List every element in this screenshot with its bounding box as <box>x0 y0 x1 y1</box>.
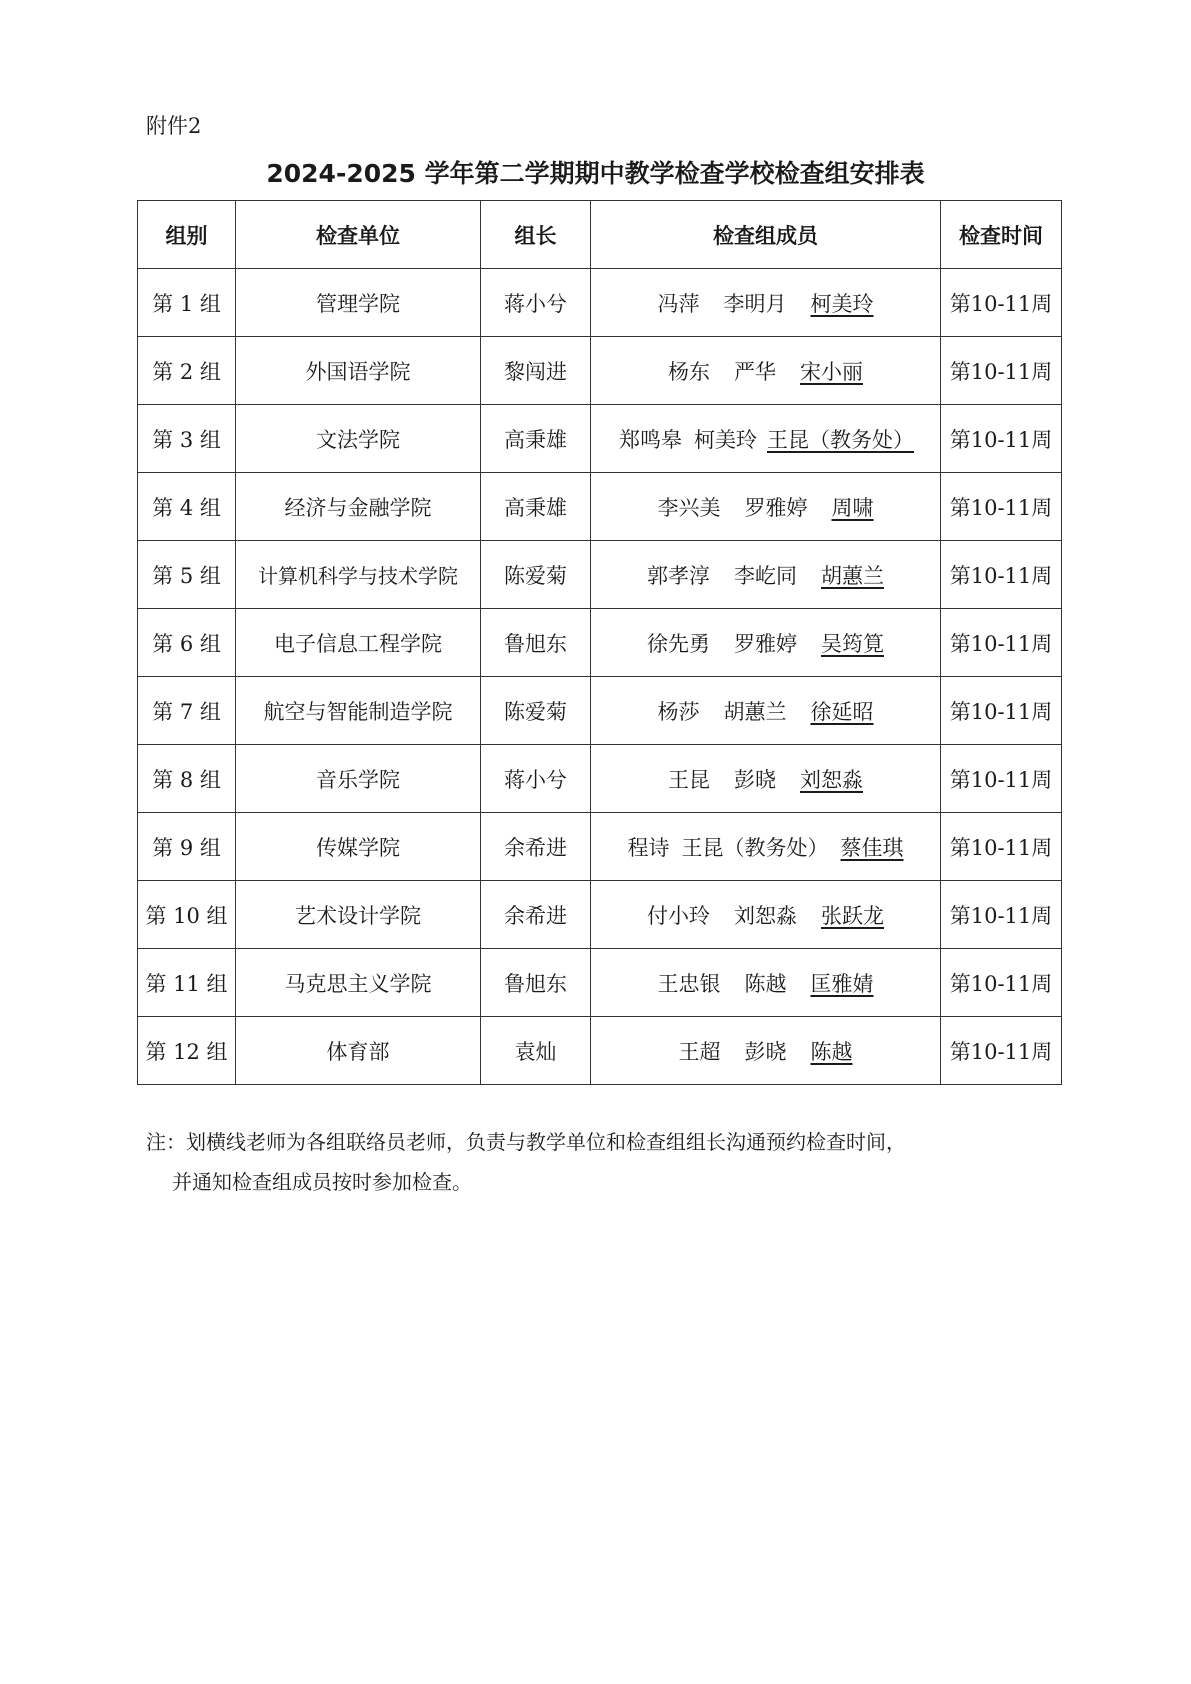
table-row <box>138 881 1062 949</box>
group-cell: 第 1 组 <box>138 269 236 337</box>
members-cell <box>591 745 941 813</box>
members-cell <box>591 405 941 473</box>
leader-cell: 蒋小兮 <box>481 745 591 813</box>
unit-cell: 管理学院 <box>236 269 481 337</box>
member: 冯萍 <box>657 291 700 316</box>
document-title: 2024-2025 学年第二学期期中教学检查学校检查组安排表 <box>266 159 925 188</box>
footnote <box>146 1122 1066 1202</box>
group-cell: 第 6 组 <box>138 609 236 677</box>
leader-cell: 鲁旭东 <box>481 609 591 677</box>
footnote-line-1: 注：划横线老师为各组联络员老师，负责与教学单位和检查组组长沟通预约检查时间， <box>146 1130 906 1154</box>
liaison-member: 张跃龙 <box>821 903 884 928</box>
members-cell <box>591 949 941 1017</box>
leader-cell: 余希进 <box>481 881 591 949</box>
table-row <box>138 1017 1062 1085</box>
time-cell: 第10-11周 <box>941 813 1062 881</box>
leader-cell: 蒋小兮 <box>481 269 591 337</box>
time-cell: 第10-11周 <box>941 405 1062 473</box>
liaison-member: 胡蕙兰 <box>821 563 884 588</box>
member: 王昆（教务处） <box>681 835 829 860</box>
member: 彭晓 <box>744 1039 787 1064</box>
schedule-table <box>137 200 1062 1085</box>
unit-cell: 电子信息工程学院 <box>236 609 481 677</box>
header-leader: 组长 <box>481 201 591 269</box>
members-cell <box>591 337 941 405</box>
liaison-member: 匡雅婧 <box>810 971 874 996</box>
members-cell <box>591 269 941 337</box>
unit-cell: 马克思主义学院 <box>236 949 481 1017</box>
member: 王昆 <box>668 767 710 792</box>
member: 彭晓 <box>734 767 776 792</box>
member: 严华 <box>734 359 776 384</box>
leader-cell: 陈爱菊 <box>481 541 591 609</box>
table-row <box>138 337 1062 405</box>
liaison-member: 柯美玲 <box>810 291 874 316</box>
group-cell: 第 8 组 <box>138 745 236 813</box>
table-row <box>138 745 1062 813</box>
liaison-member: 周啸 <box>831 495 874 520</box>
members-cell <box>591 473 941 541</box>
header-group: 组别 <box>138 201 236 269</box>
member: 李兴美 <box>657 495 721 520</box>
group-cell: 第 9 组 <box>138 813 236 881</box>
time-cell: 第10-11周 <box>941 745 1062 813</box>
member: 罗雅婷 <box>734 631 797 656</box>
liaison-member: 陈越 <box>810 1039 853 1064</box>
member: 杨东 <box>668 359 710 384</box>
member: 王超 <box>678 1039 721 1064</box>
leader-cell: 余希进 <box>481 813 591 881</box>
member: 刘恕淼 <box>734 903 797 928</box>
member: 付小玲 <box>647 903 710 928</box>
member: 程诗 <box>627 835 670 860</box>
leader-cell: 鲁旭东 <box>481 949 591 1017</box>
header-time: 检查时间 <box>941 201 1062 269</box>
liaison-member: 蔡佳琪 <box>840 835 904 860</box>
leader-cell: 陈爱菊 <box>481 677 591 745</box>
group-cell: 第 5 组 <box>138 541 236 609</box>
time-cell: 第10-11周 <box>941 1017 1062 1085</box>
time-cell: 第10-11周 <box>941 609 1062 677</box>
table-row <box>138 677 1062 745</box>
members-cell <box>591 813 941 881</box>
member: 陈越 <box>744 971 787 996</box>
footnote-line-2: 并通知检查组成员按时参加检查。 <box>172 1170 472 1194</box>
time-cell: 第10-11周 <box>941 677 1062 745</box>
member: 徐先勇 <box>647 631 710 656</box>
unit-cell: 体育部 <box>236 1017 481 1085</box>
member: 罗雅婷 <box>744 495 808 520</box>
liaison-member: 宋小丽 <box>800 359 863 384</box>
member: 胡蕙兰 <box>723 699 787 724</box>
attachment-label: 附件2 <box>146 114 202 138</box>
members-cell <box>591 1017 941 1085</box>
member: 杨莎 <box>657 699 700 724</box>
members-cell <box>591 677 941 745</box>
time-cell: 第10-11周 <box>941 881 1062 949</box>
liaison-member: 吴筠筧 <box>821 631 884 656</box>
table-row <box>138 473 1062 541</box>
unit-cell: 经济与金融学院 <box>236 473 481 541</box>
member: 王忠银 <box>657 971 721 996</box>
table-row <box>138 541 1062 609</box>
unit-cell: 音乐学院 <box>236 745 481 813</box>
group-cell: 第 10 组 <box>138 881 236 949</box>
unit-cell: 航空与智能制造学院 <box>236 677 481 745</box>
group-cell: 第 7 组 <box>138 677 236 745</box>
leader-cell: 袁灿 <box>481 1017 591 1085</box>
unit-cell: 文法学院 <box>236 405 481 473</box>
unit-cell: 传媒学院 <box>236 813 481 881</box>
members-cell <box>591 881 941 949</box>
liaison-member: 徐延昭 <box>810 699 874 724</box>
header-members: 检查组成员 <box>591 201 941 269</box>
table-row <box>138 405 1062 473</box>
group-cell: 第 4 组 <box>138 473 236 541</box>
liaison-member: 刘恕淼 <box>800 767 863 792</box>
time-cell: 第10-11周 <box>941 473 1062 541</box>
table-row <box>138 813 1062 881</box>
time-cell: 第10-11周 <box>941 269 1062 337</box>
member: 李明月 <box>723 291 787 316</box>
members-cell <box>591 541 941 609</box>
time-cell: 第10-11周 <box>941 541 1062 609</box>
unit-cell: 计算机科学与技术学院 <box>236 541 481 609</box>
member: 郑鸣皋 <box>619 427 682 452</box>
group-cell: 第 3 组 <box>138 405 236 473</box>
time-cell: 第10-11周 <box>941 337 1062 405</box>
group-cell: 第 11 组 <box>138 949 236 1017</box>
table-row <box>138 949 1062 1017</box>
time-cell: 第10-11周 <box>941 949 1062 1017</box>
table-row <box>138 609 1062 677</box>
leader-cell: 高秉雄 <box>481 405 591 473</box>
table-row <box>138 269 1062 337</box>
leader-cell: 黎闯进 <box>481 337 591 405</box>
members-cell <box>591 609 941 677</box>
liaison-member: 王昆（教务处） <box>767 427 914 452</box>
member: 郭孝淳 <box>647 563 710 588</box>
header-unit: 检查单位 <box>236 201 481 269</box>
unit-cell: 艺术设计学院 <box>236 881 481 949</box>
unit-cell: 外国语学院 <box>236 337 481 405</box>
table-header-row <box>138 201 1062 269</box>
member: 柯美玲 <box>694 427 757 452</box>
member: 李屹同 <box>734 563 797 588</box>
leader-cell: 高秉雄 <box>481 473 591 541</box>
group-cell: 第 2 组 <box>138 337 236 405</box>
group-cell: 第 12 组 <box>138 1017 236 1085</box>
